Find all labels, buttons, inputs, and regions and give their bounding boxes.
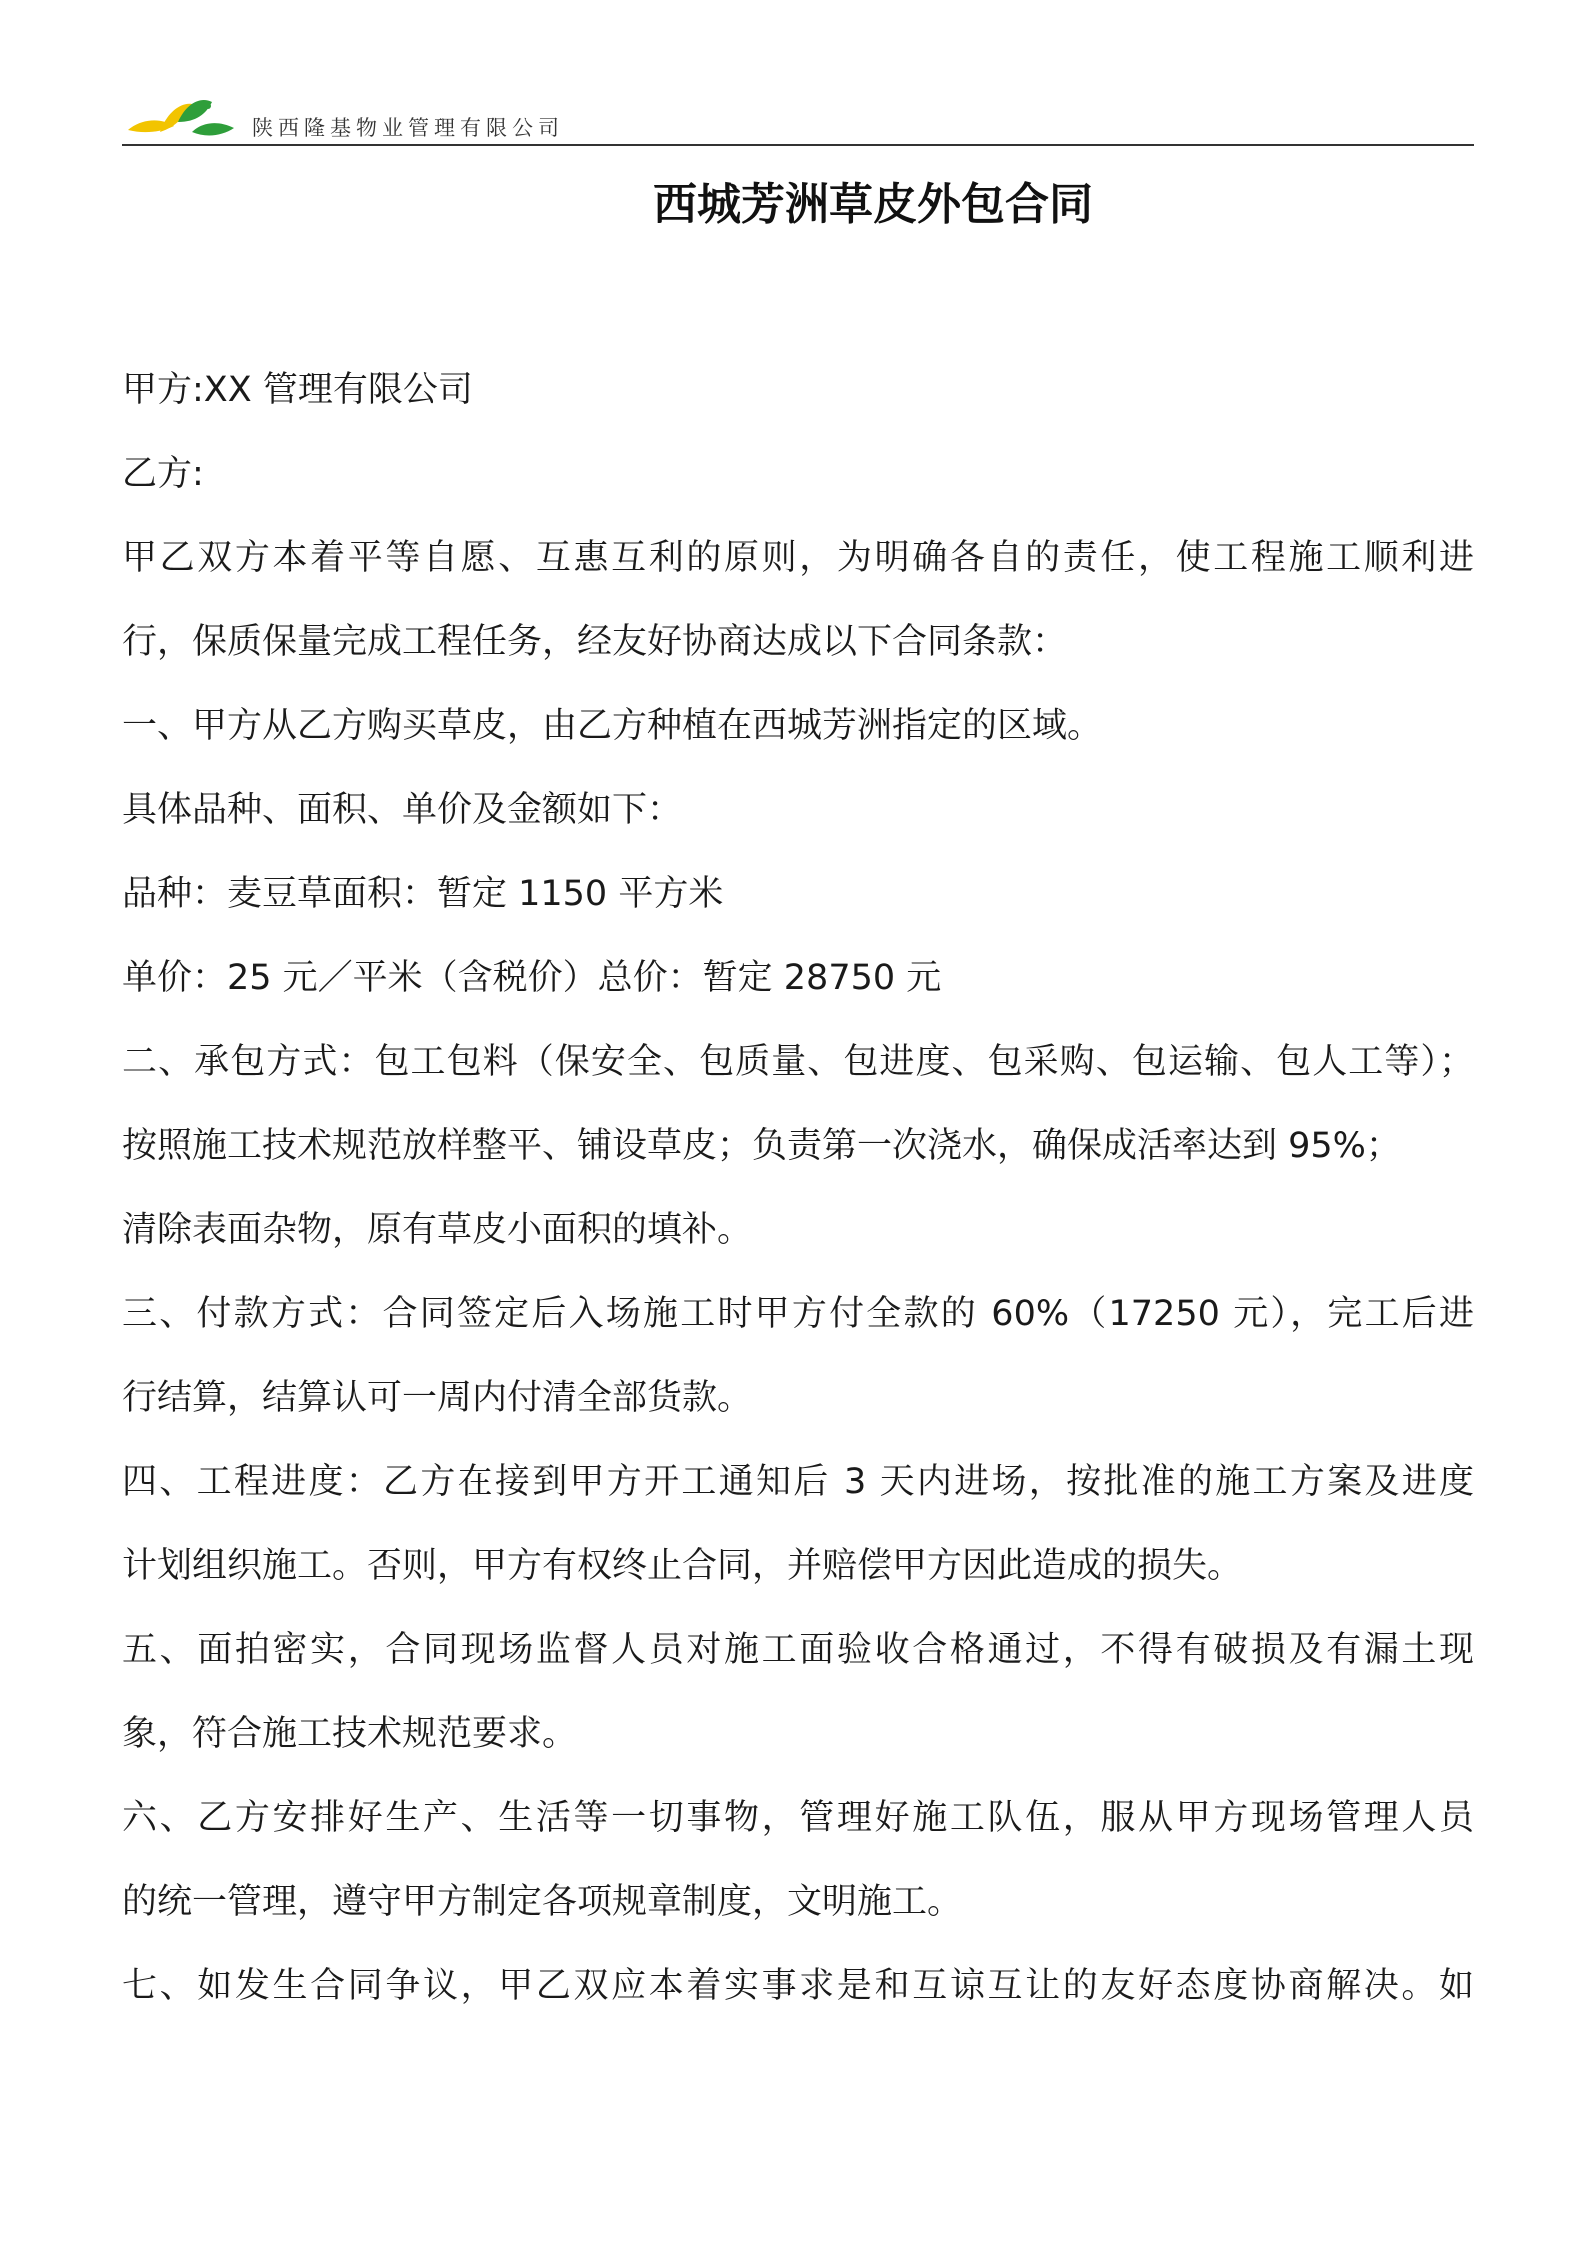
page-header xyxy=(122,92,1474,146)
contract-line: 一、甲方从乙方购买草皮，由乙方种植在西城芳洲指定的区域。 xyxy=(122,706,1103,746)
contract-line: 七、如发生合同争议，甲乙双应本着实事求是和互谅互让的友好态度协商解决。如 xyxy=(122,1966,1474,2006)
contract-line: 二、承包方式：包工包料（保安全、包质量、包进度、包采购、包运输、包人工等）； xyxy=(122,1042,1474,1082)
contract-line: 具体品种、面积、单价及金额如下： xyxy=(122,790,683,830)
contract-line: 品种：麦豆草面积：暂定 1150 平方米 xyxy=(122,874,724,914)
contract-line: 甲乙双方本着平等自愿、互惠互利的原则，为明确各自的责任，使工程施工顺利进 xyxy=(122,538,1474,578)
contract-line: 六、乙方安排好生产、生活等一切事物，管理好施工队伍，服从甲方现场管理人员 xyxy=(122,1798,1474,1838)
contract-line: 计划组织施工。否则，甲方有权终止合同，并赔偿甲方因此造成的损失。 xyxy=(122,1546,1243,1586)
contract-line: 的统一管理，遵守甲方制定各项规章制度，文明施工。 xyxy=(122,1882,963,1922)
contract-body xyxy=(122,360,1474,2040)
leaf-bird-logo-icon xyxy=(122,92,242,142)
contract-line: 甲方:XX 管理有限公司 xyxy=(122,370,473,410)
contract-line: 三、付款方式：合同签定后入场施工时甲方付全款的 60%（17250 元），完工后进 xyxy=(122,1294,1474,1334)
contract-line: 行，保质保量完成工程任务，经友好协商达成以下合同条款： xyxy=(122,622,1068,662)
contract-line: 四、工程进度：乙方在接到甲方开工通知后 3 天内进场，按批准的施工方案及进度 xyxy=(122,1462,1474,1502)
contract-line: 五、面拍密实，合同现场监督人员对施工面验收合格通过，不得有破损及有漏土现 xyxy=(122,1630,1474,1670)
company-name: 陕西隆基物业管理有限公司 xyxy=(252,116,564,140)
contract-line: 乙方: xyxy=(122,454,204,494)
contract-line: 象，符合施工技术规范要求。 xyxy=(122,1714,578,1754)
contract-line: 按照施工技术规范放样整平、铺设草皮；负责第一次浇水，确保成活率达到 95%； xyxy=(122,1126,1401,1166)
contract-line: 单价：25 元／平米（含税价）总价：暂定 28750 元 xyxy=(122,958,942,998)
contract-line: 行结算，结算认可一周内付清全部货款。 xyxy=(122,1378,753,1418)
contract-line: 清除表面杂物，原有草皮小面积的填补。 xyxy=(122,1210,753,1250)
document-title: 西城芳洲草皮外包合同 xyxy=(653,179,1093,230)
